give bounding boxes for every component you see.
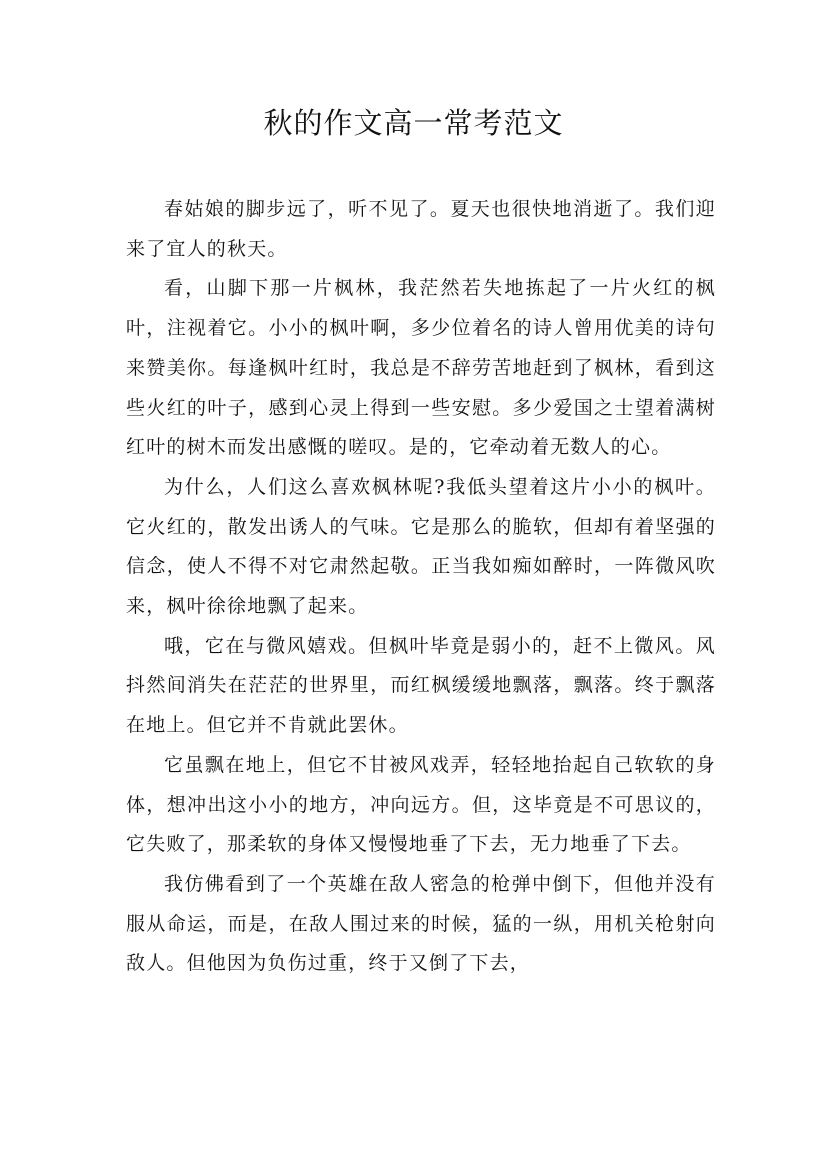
paragraph: 春姑娘的脚步远了，听不见了。夏天也很快地消逝了。我们迎来了宜人的秋天。 [126, 198, 716, 260]
paragraph: 为什么，人们这么喜欢枫林呢?我低头望着这片小小的枫叶。它火红的，散发出诱人的气味。它是那么的脆软，但却有着坚强的信念，使人不得不对它肃然起敬。正当我如痴如醉时，一阵微风吹来，枫叶徐徐地飘了起来。 [126, 475, 716, 618]
paragraph: 它虽飘在地上，但它不甘被风戏弄，轻轻地抬起自己软软的身体，想冲出这小小的地方，冲向远方。但，这毕竟是不可思议的，它失败了，那柔软的身体又慢慢地垂了下去，无力地垂了下去。 [126, 753, 716, 856]
paragraph: 看，山脚下那一片枫林，我茫然若失地拣起了一片火红的枫叶，注视着它。小小的枫叶啊，多少位着名的诗人曾用优美的诗句来赞美你。每逢枫叶红时，我总是不辞劳苦地赶到了枫林，看到这些火红的叶子，感到心灵上得到一些安慰。多少爱国之士望着满树红叶的树木而发出感慨的嗟叹。是的，它牵动着无数人的心。 [126, 277, 716, 459]
paragraph: 哦，它在与微风嬉戏。但枫叶毕竟是弱小的，赶不上微风。风抖然间消失在茫茫的世界里，而红枫缓缓地飘落，飘落。终于飘落在地上。但它并不肯就此罢休。 [126, 634, 716, 737]
document-body [126, 190, 716, 984]
document-title: 秋的作文高一常考范文 [263, 106, 564, 140]
paragraph: 我仿佛看到了一个英雄在敌人密急的枪弹中倒下，但他并没有服从命运，而是，在敌人围过来的时候，猛的一纵，用机关枪射向敌人。但他因为负伤过重，终于又倒了下去， [126, 872, 716, 975]
